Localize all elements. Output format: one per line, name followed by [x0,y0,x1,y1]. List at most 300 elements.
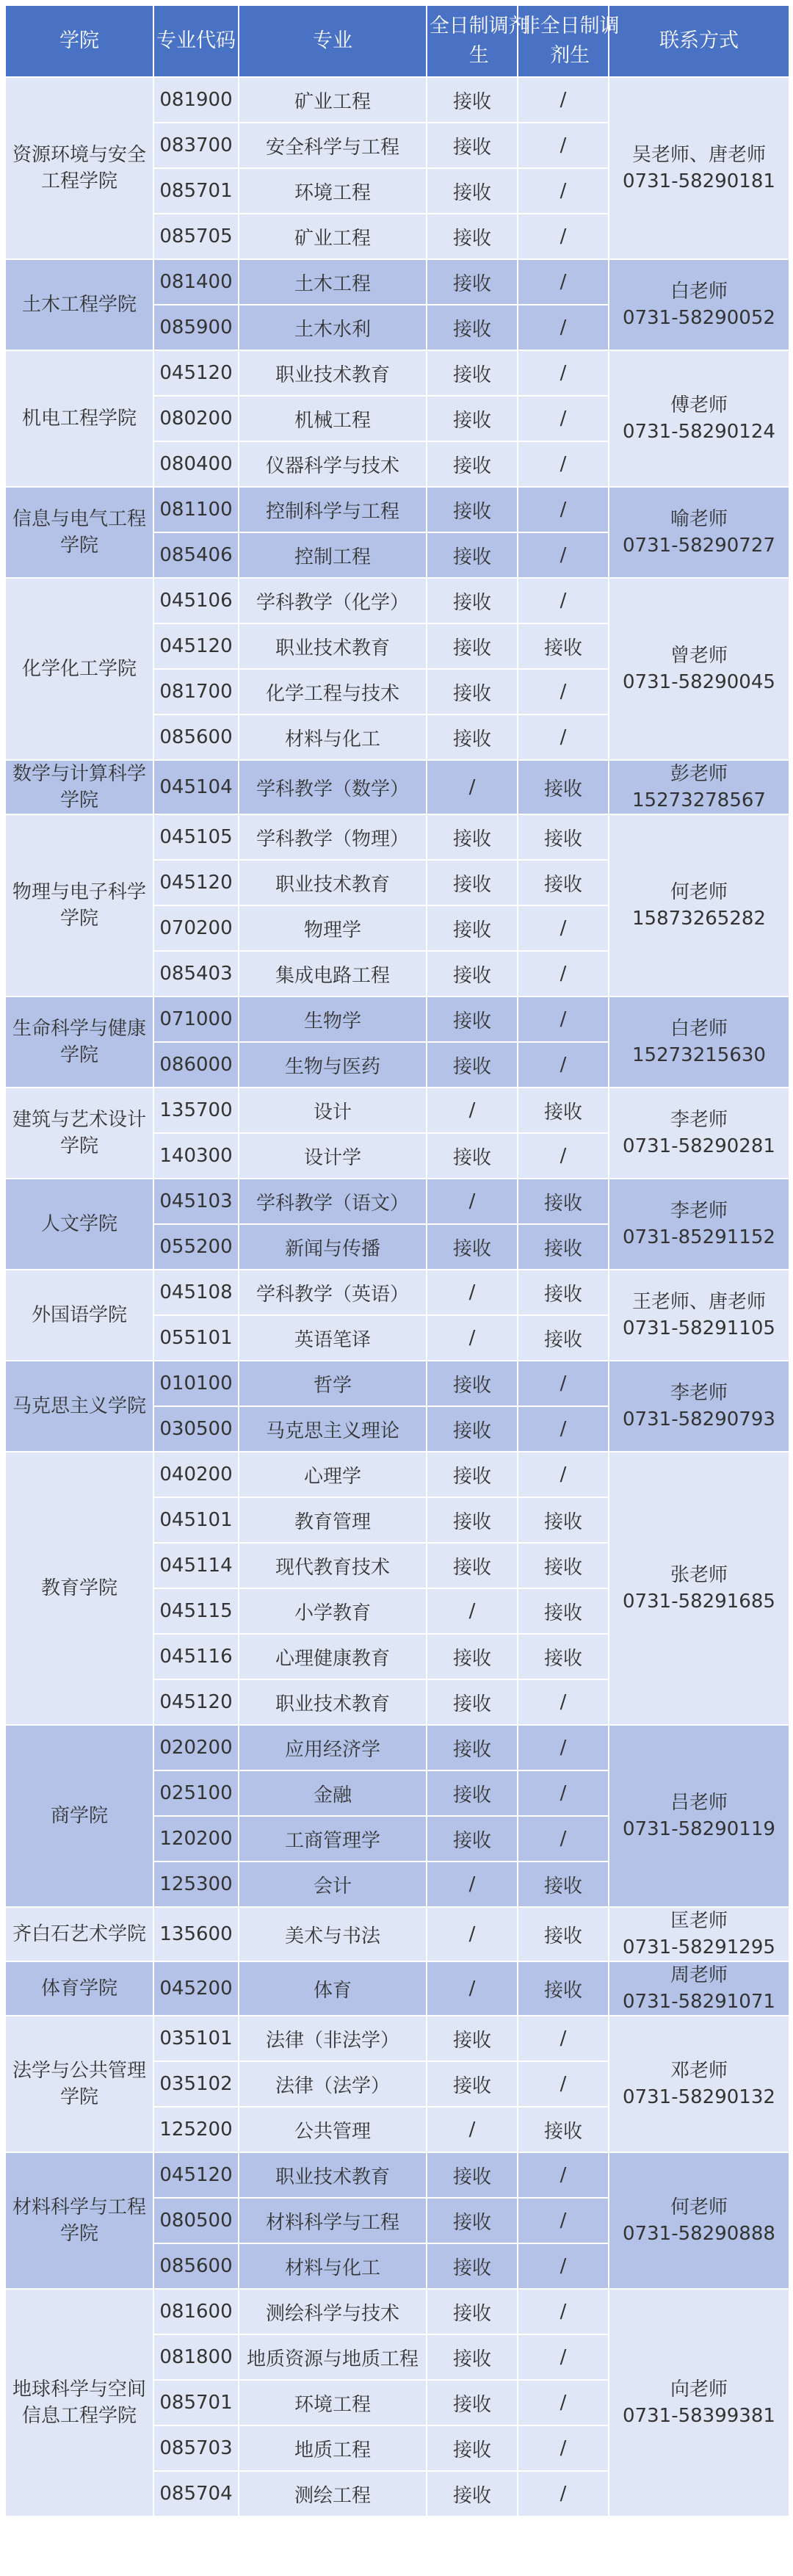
parttime-cell: / [518,2243,609,2289]
major-cell: 心理健康教育 [239,1634,427,1679]
table-row [5,1907,789,1961]
fulltime-cell: / [427,1088,518,1133]
table-row [5,1452,789,1497]
table-row [5,1361,789,1406]
school-name: 法学与公共管理学院 [12,2060,146,2108]
parttime-cell: / [518,1725,609,1770]
parttime-cell: / [518,669,609,714]
fulltime-cell: / [427,2107,518,2152]
parttime-cell: 接收 [518,1315,609,1361]
major-cell: 现代教育技术 [239,1543,427,1588]
school-name: 齐白石艺术学院 [12,1923,146,1945]
school-cell [5,1270,153,1361]
major-cell: 材料与化工 [239,2243,427,2289]
major-cell: 心理学 [239,1452,427,1497]
parttime-cell: 接收 [518,2107,609,2152]
fulltime-cell: 接收 [427,1452,518,1497]
parttime-cell: 接收 [518,1588,609,1634]
table-row [5,814,789,860]
contact-cell: 何老师 15873265282 [609,814,789,996]
code-cell: 055101 [153,1315,239,1361]
fulltime-cell: 接收 [427,1497,518,1543]
fulltime-cell: 接收 [427,814,518,860]
header-school: 学院 [5,5,153,77]
parttime-cell: / [518,305,609,350]
parttime-cell: / [518,2152,609,2198]
parttime-cell: / [518,1042,609,1088]
major-cell: 职业技术教育 [239,860,427,905]
fulltime-cell: 接收 [427,168,518,214]
parttime-cell: 接收 [518,1543,609,1588]
school-name: 资源环境与安全工程学院 [12,144,146,192]
fulltime-cell: / [427,1179,518,1224]
table-header-row [5,5,789,77]
code-cell: 120200 [153,1816,239,1862]
parttime-cell: / [518,2198,609,2243]
major-cell: 会计 [239,1862,427,1907]
fulltime-cell: 接收 [427,2016,518,2061]
major-cell: 控制科学与工程 [239,487,427,532]
code-cell: 081900 [153,77,239,123]
fulltime-cell: 接收 [427,2334,518,2380]
major-cell: 生物学 [239,996,427,1042]
code-cell: 085701 [153,2380,239,2425]
major-cell: 哲学 [239,1361,427,1406]
code-cell: 020200 [153,1725,239,1770]
parttime-cell: 接收 [518,1270,609,1315]
code-cell: 070200 [153,905,239,951]
code-cell: 055200 [153,1224,239,1270]
table-row [5,760,789,814]
major-cell: 学科教学（英语） [239,1270,427,1315]
parttime-cell: 接收 [518,1961,609,2016]
fulltime-cell: 接收 [427,669,518,714]
table-row [5,2016,789,2061]
parttime-cell: / [518,1452,609,1497]
parttime-cell: 接收 [518,860,609,905]
code-cell: 085600 [153,714,239,760]
parttime-cell: / [518,714,609,760]
code-cell: 081100 [153,487,239,532]
major-cell: 测绘科学与技术 [239,2289,427,2334]
code-cell: 045120 [153,860,239,905]
contact-cell: 何老师 0731-58290888 [609,2152,789,2289]
school-name: 教育学院 [40,1577,117,1599]
fulltime-cell: 接收 [427,1725,518,1770]
major-cell: 控制工程 [239,532,427,578]
parttime-cell: / [518,996,609,1042]
header-code: 专业代码 [153,5,239,77]
fulltime-cell: 接收 [427,532,518,578]
header-fulltime-text: 全日制调剂生 [429,15,529,67]
fulltime-cell: / [427,1270,518,1315]
fulltime-cell: 接收 [427,2380,518,2425]
parttime-cell: 接收 [518,814,609,860]
table-row [5,2289,789,2334]
code-cell: 085705 [153,214,239,259]
table-row [5,2152,789,2198]
school-cell [5,1088,153,1179]
parttime-cell: / [518,951,609,996]
parttime-cell: / [518,396,609,441]
school-cell [5,1725,153,1907]
major-cell: 矿业工程 [239,77,427,123]
major-cell: 职业技术教育 [239,623,427,669]
fulltime-cell: 接收 [427,1133,518,1179]
contact-cell: 吕老师 0731-58290119 [609,1725,789,1907]
code-cell: 135600 [153,1907,239,1961]
code-cell: 071000 [153,996,239,1042]
contact-cell: 吴老师、唐老师 0731-58290181 [609,77,789,259]
major-cell: 生物与医药 [239,1042,427,1088]
fulltime-cell: 接收 [427,259,518,305]
code-cell: 081700 [153,669,239,714]
major-cell: 仪器科学与技术 [239,441,427,487]
fulltime-cell: 接收 [427,1770,518,1816]
parttime-cell: / [518,350,609,396]
table-row [5,1088,789,1133]
contact-cell: 彭老师 15273278567 [609,760,789,814]
major-cell: 美术与书法 [239,1907,427,1961]
code-cell: 035102 [153,2061,239,2107]
code-cell: 080200 [153,396,239,441]
school-cell [5,77,153,259]
fulltime-cell: 接收 [427,2243,518,2289]
parttime-cell: / [518,259,609,305]
code-cell: 025100 [153,1770,239,1816]
fulltime-cell: 接收 [427,123,518,168]
code-cell: 085403 [153,951,239,996]
parttime-cell: / [518,532,609,578]
major-cell: 材料科学与工程 [239,2198,427,2243]
contact-cell: 匡老师 0731-58291295 [609,1907,789,1961]
fulltime-cell: 接收 [427,905,518,951]
admission-table-container [4,4,789,2572]
school-name: 马克思主义学院 [12,1395,146,1417]
fulltime-cell: 接收 [427,996,518,1042]
code-cell: 045115 [153,1588,239,1634]
fulltime-cell: / [427,1315,518,1361]
school-name: 土木工程学院 [21,294,137,316]
fulltime-cell: 接收 [427,578,518,623]
parttime-cell: / [518,2334,609,2380]
major-cell: 学科教学（语文） [239,1179,427,1224]
fulltime-cell: / [427,1961,518,2016]
fulltime-cell: 接收 [427,350,518,396]
major-cell: 机械工程 [239,396,427,441]
fulltime-cell: 接收 [427,2198,518,2243]
fulltime-cell: 接收 [427,441,518,487]
school-name: 机电工程学院 [21,408,137,430]
contact-cell: 李老师 0731-58290793 [609,1361,789,1452]
parttime-cell: / [518,123,609,168]
contact-cell: 李老师 0731-58290281 [609,1088,789,1179]
code-cell: 035101 [153,2016,239,2061]
fulltime-cell: 接收 [427,1543,518,1588]
parttime-cell: 接收 [518,1179,609,1224]
code-cell: 085600 [153,2243,239,2289]
fulltime-cell: 接收 [427,1042,518,1088]
parttime-cell: / [518,2289,609,2334]
fulltime-cell: 接收 [427,487,518,532]
school-name: 材料科学与工程学院 [12,2196,146,2245]
code-cell: 083700 [153,123,239,168]
school-cell [5,259,153,350]
school-name: 地球科学与空间信息工程学院 [12,2378,146,2427]
school-cell [5,1452,153,1725]
major-cell: 环境工程 [239,168,427,214]
code-cell: 045120 [153,350,239,396]
major-cell: 土木水利 [239,305,427,350]
school-cell [5,487,153,578]
parttime-cell: / [518,2425,609,2471]
contact-cell: 王老师、唐老师 0731-58291105 [609,1270,789,1361]
table-row [5,1179,789,1224]
contact-cell: 李老师 0731-85291152 [609,1179,789,1270]
major-cell: 马克思主义理论 [239,1406,427,1452]
code-cell: 045108 [153,1270,239,1315]
table-row [5,1725,789,1770]
school-cell [5,2016,153,2152]
code-cell: 045103 [153,1179,239,1224]
fulltime-cell: 接收 [427,396,518,441]
fulltime-cell: 接收 [427,2152,518,2198]
code-cell: 085900 [153,305,239,350]
fulltime-cell: 接收 [427,2425,518,2471]
parttime-cell: / [518,2380,609,2425]
major-cell: 设计学 [239,1133,427,1179]
contact-cell: 傅老师 0731-58290124 [609,350,789,487]
major-cell: 工商管理学 [239,1816,427,1862]
contact-cell: 喻老师 0731-58290727 [609,487,789,578]
major-cell: 新闻与传播 [239,1224,427,1270]
parttime-cell: / [518,214,609,259]
major-cell: 职业技术教育 [239,1679,427,1725]
code-cell: 081400 [153,259,239,305]
contact-cell: 向老师 0731-58399381 [609,2289,789,2517]
fulltime-cell: 接收 [427,1224,518,1270]
fulltime-cell: 接收 [427,77,518,123]
major-cell: 地质资源与地质工程 [239,2334,427,2380]
major-cell: 安全科学与工程 [239,123,427,168]
major-cell: 地质工程 [239,2425,427,2471]
parttime-cell: 接收 [518,1634,609,1679]
parttime-cell: / [518,2061,609,2107]
school-cell [5,814,153,996]
school-cell [5,2289,153,2517]
school-cell [5,760,153,814]
code-cell: 045105 [153,814,239,860]
fulltime-cell: / [427,1862,518,1907]
major-cell: 职业技术教育 [239,350,427,396]
parttime-cell: / [518,2471,609,2517]
code-cell: 135700 [153,1088,239,1133]
code-cell: 081800 [153,2334,239,2380]
major-cell: 材料与化工 [239,714,427,760]
major-cell: 金融 [239,1770,427,1816]
parttime-cell: 接收 [518,1862,609,1907]
header-parttime [518,5,620,77]
table-body [5,77,789,2517]
fulltime-cell: / [427,1588,518,1634]
fulltime-cell: 接收 [427,951,518,996]
code-cell: 045120 [153,2152,239,2198]
fulltime-cell: 接收 [427,1679,518,1725]
parttime-cell: / [518,441,609,487]
major-cell: 法律（法学） [239,2061,427,2107]
parttime-cell: / [518,2016,609,2061]
parttime-cell: / [518,77,609,123]
contact-cell: 白老师 15273215630 [609,996,789,1088]
school-name: 外国语学院 [31,1304,127,1326]
parttime-cell: 接收 [518,760,609,814]
parttime-cell: 接收 [518,1224,609,1270]
parttime-cell: / [518,487,609,532]
contact-cell: 曾老师 0731-58290045 [609,578,789,760]
code-cell: 030500 [153,1406,239,1452]
major-cell: 小学教育 [239,1588,427,1634]
parttime-cell: / [518,168,609,214]
fulltime-cell: 接收 [427,214,518,259]
parttime-cell: / [518,1361,609,1406]
parttime-cell: / [518,1679,609,1725]
code-cell: 045120 [153,623,239,669]
major-cell: 应用经济学 [239,1725,427,1770]
code-cell: 045200 [153,1961,239,2016]
school-cell [5,996,153,1088]
parttime-cell: / [518,1816,609,1862]
fulltime-cell: 接收 [427,1634,518,1679]
major-cell: 学科教学（数学） [239,760,427,814]
school-cell [5,1961,153,2016]
school-name: 商学院 [50,1805,108,1827]
parttime-cell: / [518,578,609,623]
code-cell: 045116 [153,1634,239,1679]
major-cell: 测绘工程 [239,2471,427,2517]
fulltime-cell: 接收 [427,305,518,350]
table-row [5,350,789,396]
table-row [5,487,789,532]
school-name: 物理与电子科学学院 [12,881,146,930]
code-cell: 085704 [153,2471,239,2517]
code-cell: 125300 [153,1862,239,1907]
code-cell: 010100 [153,1361,239,1406]
major-cell: 教育管理 [239,1497,427,1543]
code-cell: 080400 [153,441,239,487]
admission-table [4,4,790,2517]
parttime-cell: / [518,905,609,951]
header-contact: 联系方式 [609,5,789,77]
school-cell [5,578,153,760]
major-cell: 设计 [239,1088,427,1133]
major-cell: 化学工程与技术 [239,669,427,714]
code-cell: 045104 [153,760,239,814]
fulltime-cell: 接收 [427,623,518,669]
parttime-cell: 接收 [518,1088,609,1133]
parttime-cell: 接收 [518,1497,609,1543]
code-cell: 080500 [153,2198,239,2243]
fulltime-cell: 接收 [427,860,518,905]
major-cell: 体育 [239,1961,427,2016]
school-name: 生命科学与健康学院 [12,1018,146,1066]
code-cell: 140300 [153,1133,239,1179]
major-cell: 英语笔译 [239,1315,427,1361]
header-fulltime [427,5,529,77]
code-cell: 085703 [153,2425,239,2471]
fulltime-cell: / [427,760,518,814]
major-cell: 公共管理 [239,2107,427,2152]
code-cell: 045101 [153,1497,239,1543]
code-cell: 125200 [153,2107,239,2152]
major-cell: 环境工程 [239,2380,427,2425]
school-name: 信息与电气工程学院 [12,508,146,557]
fulltime-cell: / [427,1907,518,1961]
table-row [5,578,789,623]
code-cell: 045114 [153,1543,239,1588]
school-cell [5,2152,153,2289]
fulltime-cell: 接收 [427,1406,518,1452]
school-name: 数学与计算科学学院 [12,763,146,811]
fulltime-cell: 接收 [427,2289,518,2334]
fulltime-cell: 接收 [427,2471,518,2517]
table-row [5,996,789,1042]
major-cell: 学科教学（化学） [239,578,427,623]
school-name: 人文学院 [40,1213,117,1235]
parttime-cell: 接收 [518,1907,609,1961]
code-cell: 081600 [153,2289,239,2334]
header-major: 专业 [239,5,427,77]
major-cell: 矿业工程 [239,214,427,259]
major-cell: 集成电路工程 [239,951,427,996]
parttime-cell: 接收 [518,623,609,669]
major-cell: 职业技术教育 [239,2152,427,2198]
parttime-cell: / [518,1770,609,1816]
major-cell: 物理学 [239,905,427,951]
header-parttime-text: 非全日制调剂生 [520,15,620,67]
fulltime-cell: 接收 [427,2061,518,2107]
code-cell: 045120 [153,1679,239,1725]
school-cell [5,350,153,487]
code-cell: 040200 [153,1452,239,1497]
table-row [5,1270,789,1315]
school-name: 化学化工学院 [21,658,137,680]
contact-cell: 周老师 0731-58291071 [609,1961,789,2016]
code-cell: 085406 [153,532,239,578]
contact-cell: 张老师 0731-58291685 [609,1452,789,1725]
school-cell [5,1361,153,1452]
table-row [5,1961,789,2016]
school-name: 体育学院 [40,1978,117,2000]
major-cell: 法律（非法学） [239,2016,427,2061]
school-name: 建筑与艺术设计学院 [12,1109,146,1157]
contact-cell: 白老师 0731-58290052 [609,259,789,350]
code-cell: 045106 [153,578,239,623]
parttime-cell: / [518,1133,609,1179]
major-cell: 土木工程 [239,259,427,305]
code-cell: 086000 [153,1042,239,1088]
contact-cell: 邓老师 0731-58290132 [609,2016,789,2152]
fulltime-cell: 接收 [427,1816,518,1862]
table-row [5,77,789,123]
fulltime-cell: 接收 [427,714,518,760]
school-cell [5,1179,153,1270]
school-cell [5,1907,153,1961]
code-cell: 085701 [153,168,239,214]
parttime-cell: / [518,1406,609,1452]
major-cell: 学科教学（物理） [239,814,427,860]
fulltime-cell: 接收 [427,1361,518,1406]
table-row [5,259,789,305]
